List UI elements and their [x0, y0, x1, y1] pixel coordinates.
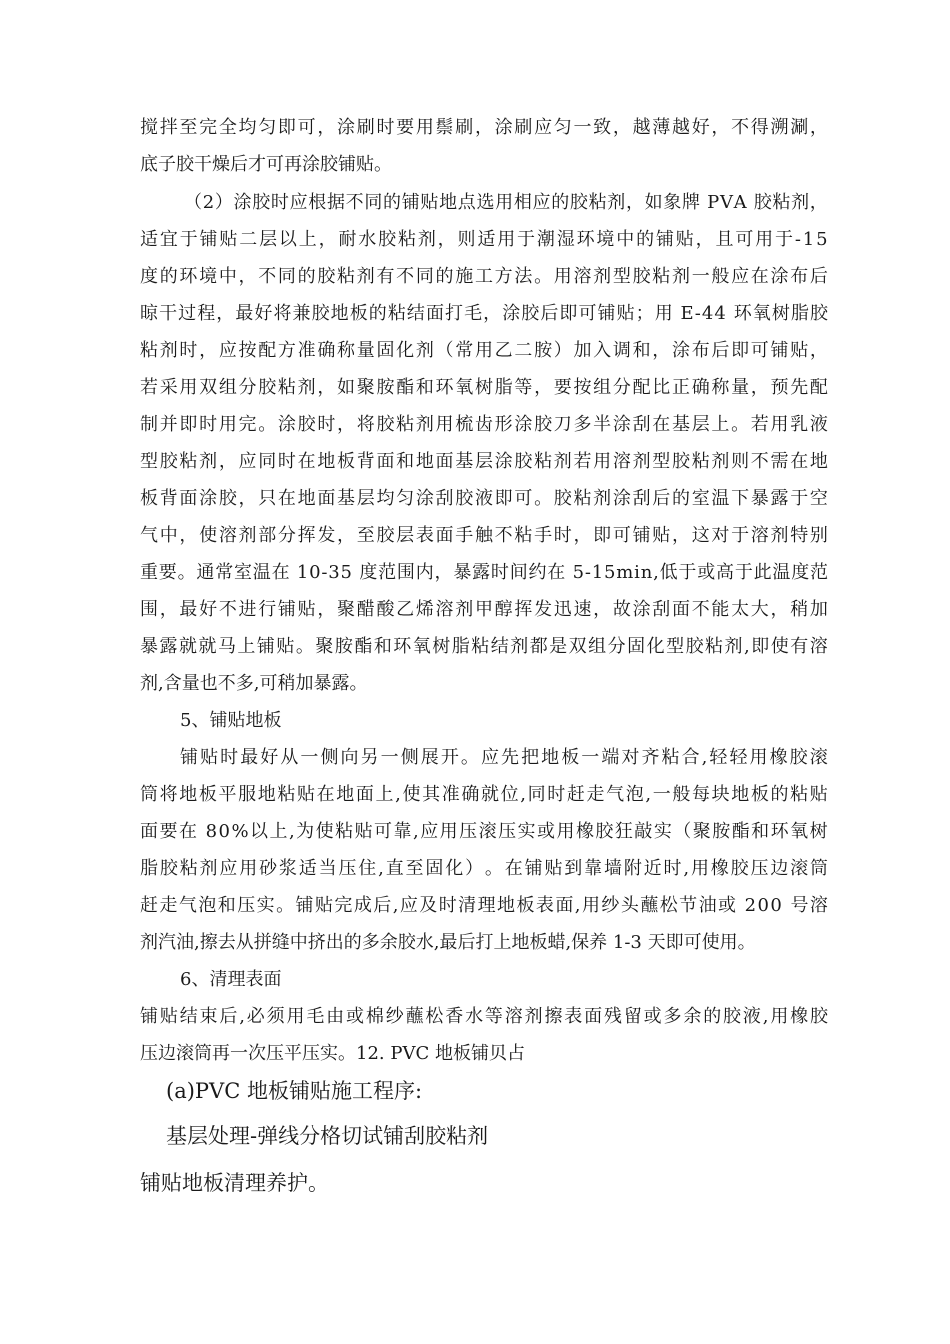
- text-line: 粘 剂 时 ， 应 按 配 方 准 确 称 量 固 化 剂 （ 常 用 乙 二 胺 ） 加 入 调 和 ， 涂 布 后 即 可 铺 贴 ，: [140, 340, 828, 361]
- text-line: 铺 贴 时 最 好 从 一 侧 向 另 一 侧 展 开 。 应 先 把 地 板 一 端 对 齐 粘 合 , 轻 轻 用 橡 胶 滚: [180, 747, 828, 768]
- text-line: 围 ， 最 好 不 进 行 铺 贴 ， 聚 醋 酸 乙 烯 溶 剂 甲 醇 挥 发 迅 速 ， 故 涂 刮 面 不 能 太 大 ， 稍 加: [140, 599, 828, 620]
- text-line: 底子胶干燥后才可再涂胶铺贴。: [140, 154, 392, 175]
- text-line: 压边滚筒再一次压平压实。12. PVC 地板铺贝占: [140, 1043, 525, 1064]
- procedure-title: (a)PVC 地板铺贴施工程序:: [166, 1079, 423, 1103]
- procedure-step: 铺贴地板清理养护。: [140, 1171, 329, 1195]
- text-line: 剂,含量也不多,可稍加暴露。: [140, 673, 368, 694]
- text-line: （ 2 ） 涂 胶 时 应 根 据 不 同 的 铺 贴 地 点 选 用 相 应 的 胶 粘 剂 ， 如 象 牌 P V A 胶 粘 剂 ，: [184, 192, 828, 213]
- text-line: 板 背 面 涂 胶 ， 只 在 地 面 基 层 均 匀 涂 刮 胶 液 即 可 。 胶 粘 剂 涂 刮 后 的 室 温 下 暴 露 于 空: [140, 488, 828, 509]
- section-heading: 5、铺贴地板: [180, 710, 282, 731]
- text-line: 气 中 ， 使 溶 剂 部 分 挥 发 ， 至 胶 层 表 面 手 触 不 粘 手 时 ， 即 可 铺 贴 ， 这 对 于 溶 剂 特 别: [140, 525, 828, 546]
- text-line: 剂汽油,擦去从拼缝中挤出的多余胶水,最后打上地板蜡,保养 1-3 天即可使用。: [140, 932, 756, 953]
- text-line: 铺 贴 结 束 后 , 必 须 用 毛 由 或 棉 纱 蘸 松 香 水 等 溶 剂 擦 表 面 残 留 或 多 余 的 胶 液 , 用 橡 胶: [140, 1006, 828, 1027]
- text-line: 搅 拌 至 完 全 均 匀 即 可 ， 涂 刷 时 要 用 鬃 刷 ， 涂 刷 应 匀 一 致 ， 越 薄 越 好 ， 不 得 溯 涮 ，: [140, 117, 828, 138]
- section-heading: 6、清理表面: [180, 969, 282, 990]
- text-line: 度 的 环 境 中 ， 不 同 的 胶 粘 剂 有 不 同 的 施 工 方 法 。 用 溶 剂 型 胶 粘 剂 一 般 应 在 涂 布 后: [140, 266, 828, 287]
- text-line: 筒 将 地 板 平 服 地 粘 贴 在 地 面 上 , 使 其 准 确 就 位 , 同 时 赶 走 气 泡 , 一 般 每 块 地 板 的 粘 贴: [140, 784, 828, 805]
- text-line: 晾 干 过 程 ， 最 好 将 兼 胶 地 板 的 粘 结 面 打 毛 ， 涂 胶 后 即 可 铺 贴 ； 用 E - 4 4 环 氧 树 脂 胶: [140, 303, 828, 324]
- text-line: 制 并 即 时 用 完 。 涂 胶 时 ， 将 胶 粘 剂 用 梳 齿 形 涂 胶 刀 多 半 涂 刮 在 基 层 上 。 若 用 乳 液: [140, 414, 828, 435]
- procedure-step: 基层处理-弹线分格切试铺刮胶粘剂: [166, 1124, 489, 1148]
- text-line: 赶 走 气 泡 和 压 实 。 铺 贴 完 成 后 , 应 及 时 清 理 地 板 表 面 , 用 纱 头 蘸 松 节 油 或 2 0 0 号 溶: [140, 895, 828, 916]
- text-line: 型 胶 粘 剂 ， 应 同 时 在 地 板 背 面 和 地 面 基 层 涂 胶 粘 剂 若 用 溶 剂 型 胶 粘 剂 则 不 需 在 地: [140, 451, 828, 472]
- text-line: 重 要 。 通 常 室 温 在 1 0 - 3 5 度 范 围 内 ， 暴 露 时 间 约 在 5 - 1 5 m i n , 低 于 或 高 于 此 温 度 范: [140, 562, 828, 583]
- text-line: 脂 胶 粘 剂 应 用 砂 浆 适 当 压 住 , 直 至 固 化 ） 。 在 铺 贴 到 靠 墙 附 近 时 , 用 橡 胶 压 边 滚 筒: [140, 858, 828, 879]
- text-line: 暴 露 就 就 马 上 铺 贴 。 聚 胺 酯 和 环 氧 树 脂 粘 结 剂 都 是 双 组 分 固 化 型 胶 粘 剂 , 即 使 有 溶: [140, 636, 828, 657]
- text-line: 适 宜 于 铺 贴 二 层 以 上 ， 耐 水 胶 粘 剂 ， 则 适 用 于 潮 湿 环 境 中 的 铺 贴 ， 且 可 用 于 - 1 5: [140, 229, 828, 250]
- text-line: 若 采 用 双 组 分 胶 粘 剂 ， 如 聚 胺 酯 和 环 氧 树 脂 等 ， 要 按 组 分 配 比 正 确 称 量 ， 预 先 配: [140, 377, 828, 398]
- text-line: 面 要 在 8 0 % 以 上 , 为 使 粘 贴 可 靠 , 应 用 压 滚 压 实 或 用 橡 胶 狂 敲 实 （ 聚 胺 酯 和 环 氧 树: [140, 821, 828, 842]
